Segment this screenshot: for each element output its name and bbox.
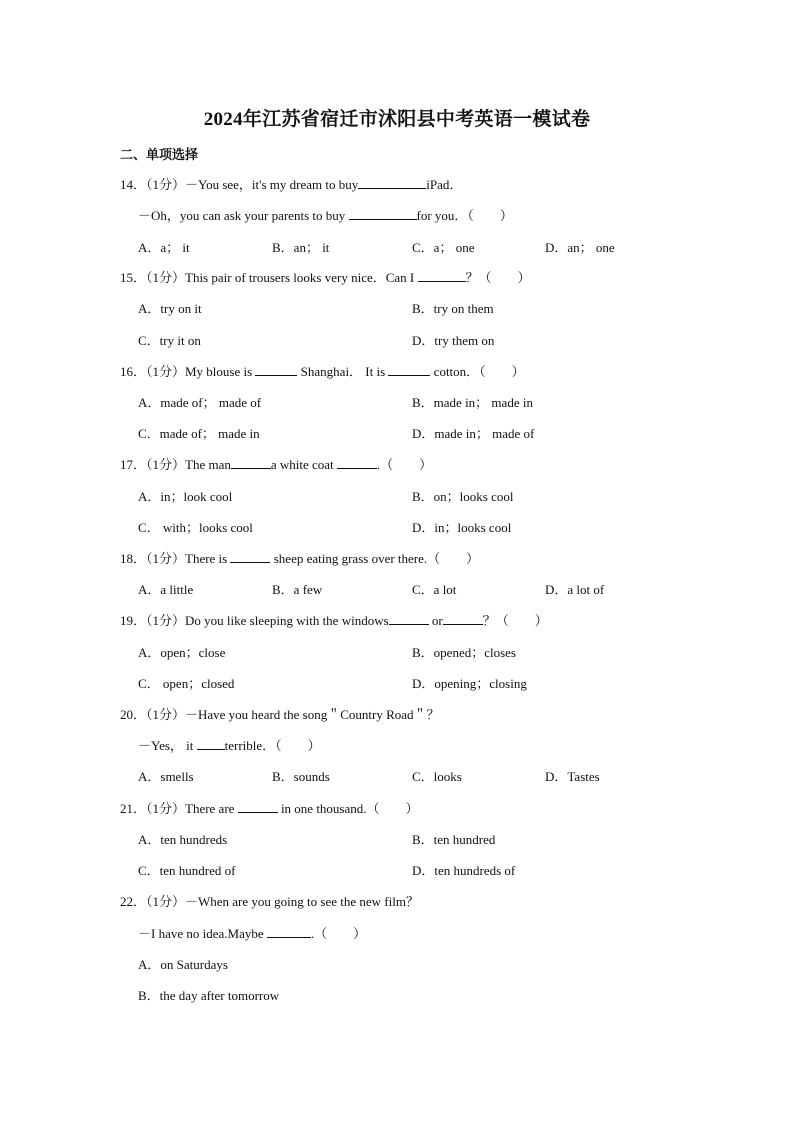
option-17-b: B．on；looks cool — [412, 489, 514, 504]
question-22: 22．（1分）－When are you going to see the new film？ — [120, 894, 419, 909]
answer-blank — [230, 550, 270, 563]
option-19-c: C． open；closed — [138, 676, 235, 691]
answer-blank — [418, 269, 466, 282]
question-20-line2-end: terrible．（ ） — [224, 738, 321, 753]
option-22-a: A．on Saturdays — [138, 957, 228, 972]
question-17-stem: 17．（1分）The man — [120, 457, 231, 472]
option-14-d: D．an； one — [545, 240, 615, 255]
option-21-c: C．ten hundred of — [138, 863, 236, 878]
option-21-d: D．ten hundreds of — [412, 863, 516, 878]
option-16-a: A．made of； made of — [138, 395, 262, 410]
question-21 — [120, 800, 419, 818]
question-16-stem-end: cotton．（ ） — [430, 364, 525, 379]
option-17-d: D．in；looks cool — [412, 520, 512, 535]
question-20: 20．（1分）－Have you heard the song＂Country Road＂？ — [120, 707, 440, 722]
answer-blank — [388, 363, 430, 376]
answer-blank — [231, 456, 271, 469]
question-15-stem: 15．（1分）This pair of trousers looks very nice．Can I — [120, 270, 418, 285]
question-14 — [120, 176, 462, 194]
option-22-b: B．the day after tomorrow — [138, 988, 280, 1003]
question-20-line2 — [138, 737, 321, 755]
answer-blank — [443, 612, 483, 625]
answer-blank — [349, 207, 417, 220]
option-18-d: D．a lot of — [545, 582, 605, 597]
question-22-line2-end: .（ ） — [310, 926, 367, 941]
answer-blank — [238, 800, 278, 813]
question-14-stem-end: iPad． — [426, 177, 463, 192]
question-15-stem-end: ？（ ） — [465, 270, 531, 285]
answer-blank — [358, 176, 426, 189]
question-19 — [120, 612, 548, 630]
answer-blank — [255, 363, 297, 376]
answer-blank — [197, 737, 225, 750]
question-14-line2-text: －Oh，you can ask your parents to buy — [138, 208, 349, 223]
question-22-line2 — [138, 925, 366, 943]
answer-blank — [389, 612, 429, 625]
option-17-c: C． with；looks cool — [138, 520, 253, 535]
question-16-stem-mid: Shanghai． It is — [297, 364, 389, 379]
question-16-stem: 16．（1分）My blouse is — [120, 364, 256, 379]
option-20-d: D．Tastes — [545, 769, 600, 784]
option-16-c: C．made of； made in — [138, 426, 260, 441]
option-19-a: A．open；close — [138, 645, 226, 660]
question-21-stem: 21．（1分）There are — [120, 801, 238, 816]
question-19-stem-end: ？（ ） — [482, 613, 548, 628]
answer-blank — [267, 925, 311, 938]
question-17-stem-end: .（ ） — [376, 457, 433, 472]
option-21-b: B．ten hundred — [412, 832, 496, 847]
question-16 — [120, 363, 525, 381]
question-18-stem: 18．（1分）There is — [120, 551, 231, 566]
option-14-a: A．a； it — [138, 240, 190, 255]
question-19-stem: 19．（1分）Do you like sleeping with the windows — [120, 613, 389, 628]
option-18-c: C．a lot — [412, 582, 457, 597]
answer-blank — [337, 456, 377, 469]
section-heading: 二、单项选择 — [120, 147, 199, 162]
option-17-a: A．in；look cool — [138, 489, 233, 504]
option-18-b: B．a few — [272, 582, 323, 597]
question-14-line2-end: for you．（ ） — [416, 208, 513, 223]
option-16-d: D．made in； made of — [412, 426, 535, 441]
question-21-stem-end: in one thousand.（ ） — [277, 801, 419, 816]
question-18-stem-end: sheep eating grass over there.（ ） — [270, 551, 480, 566]
question-14-line2 — [138, 207, 513, 225]
option-20-b: B．sounds — [272, 769, 330, 784]
option-15-a: A．try on it — [138, 301, 202, 316]
option-21-a: A．ten hundreds — [138, 832, 228, 847]
question-20-line2-text: －Yes， it — [138, 738, 197, 753]
question-19-stem-mid: or — [428, 613, 443, 628]
question-14-stem: 14．（1分）－You see，it's my dream to buy — [120, 177, 359, 192]
option-18-a: A．a little — [138, 582, 194, 597]
question-22-line2-text: －I have no idea.Maybe — [138, 926, 267, 941]
option-15-d: D．try them on — [412, 333, 495, 348]
option-20-a: A．smells — [138, 769, 194, 784]
option-19-d: D．opening；closing — [412, 676, 527, 691]
option-15-b: B．try on them — [412, 301, 494, 316]
question-17-stem-mid: a white coat — [270, 457, 337, 472]
question-17 — [120, 456, 432, 474]
option-20-c: C．looks — [412, 769, 462, 784]
page-title: 2024年江苏省宿迁市沭阳县中考英语一模试卷 — [203, 109, 591, 130]
option-14-b: B．an； it — [272, 240, 330, 255]
option-15-c: C．try it on — [138, 333, 201, 348]
question-15 — [120, 269, 531, 287]
option-19-b: B．opened；closes — [412, 645, 516, 660]
question-18 — [120, 550, 479, 568]
option-16-b: B．made in； made in — [412, 395, 533, 410]
option-14-c: C．a； one — [412, 240, 475, 255]
